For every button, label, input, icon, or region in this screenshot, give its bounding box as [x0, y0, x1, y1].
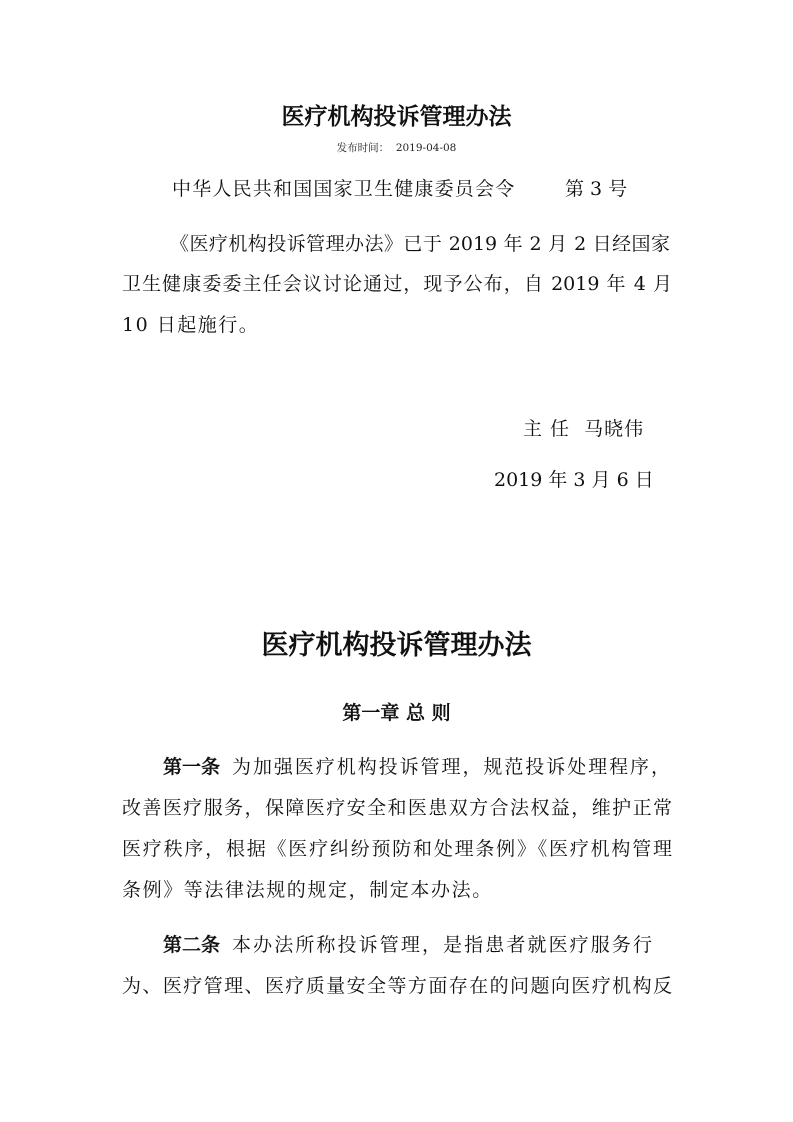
chapter-heading: 第一章 总 则 — [342, 702, 451, 724]
article-line: 条例》等法律法规的规定，制定本办法。 — [122, 879, 493, 901]
order-line: 10 日起施行。 — [122, 314, 260, 336]
article-line: 为加强医疗机构投诉管理，规范投诉处理程序， — [232, 756, 670, 778]
article-line: 改善医疗服务，保障医疗安全和医患双方合法权益，维护正常 — [122, 797, 672, 819]
publish-label: 发布时间： — [336, 142, 390, 154]
publish-info — [0, 141, 793, 155]
article-line: 本办法所称投诉管理，是指患者就医疗服务行 — [232, 934, 652, 956]
article-label: 第二条 — [163, 934, 221, 956]
article-label: 第一条 — [163, 756, 221, 778]
order-line: 卫生健康委委主任会议讨论通过，现予公布，自 2019 年 4 月 — [122, 273, 672, 295]
order-issuer: 中华人民共和国国家卫生健康委员会令 — [172, 178, 516, 200]
signer: 主 任 马晓伟 — [523, 418, 645, 440]
body-title: 医疗机构投诉管理办法 — [261, 630, 532, 661]
article-line: 为、医疗管理、医疗质量安全等方面存在的问题向医疗机构反 — [122, 975, 672, 997]
doc-title: 医疗机构投诉管理办法 — [281, 104, 512, 130]
order-number: 第 3 号 — [565, 178, 628, 200]
order-line: 《医疗机构投诉管理办法》已于 2019 年 2 月 2 日经国家 — [170, 233, 670, 255]
publish-date: 2019-04-08 — [395, 142, 457, 154]
article-line: 医疗秩序，根据《医疗纠纷预防和处理条例》《医疗机构管理 — [122, 838, 672, 860]
order-date: 2019 年 3 月 6 日 — [494, 469, 654, 491]
